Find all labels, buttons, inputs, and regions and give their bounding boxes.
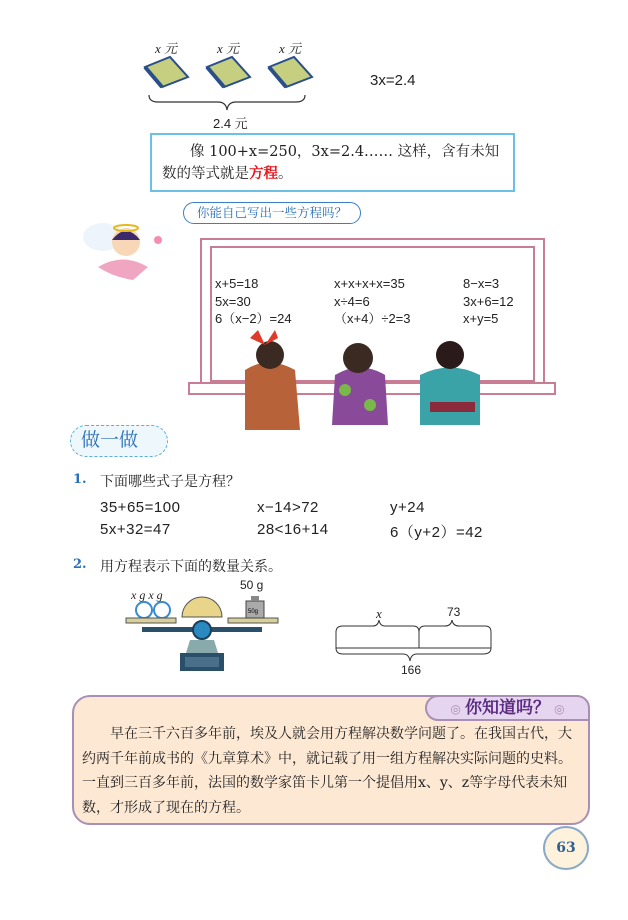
unknown-weight-icon [154,602,170,618]
book-price-label: x 元 [155,41,178,56]
book-price-label: x 元 [217,41,240,56]
girl-pigtails [332,343,388,425]
scale-right-label: 50 g [240,578,264,592]
board-column-3 [463,275,514,328]
definition-term: 方程 [249,165,278,182]
brace [148,94,308,112]
girl-bow [245,330,300,430]
did-you-know-title-text: 你知道吗？ [465,698,550,718]
segment-part-73: 73 [447,605,461,619]
board-equation: 6（x−2）=24 [215,311,292,326]
expression: 28<16+14 [257,521,329,538]
board-equation: x÷4=6 [334,293,370,309]
weight-label: 50g [248,609,259,615]
segment-diagram [333,620,498,662]
board-equation: （x+4）÷2=3 [334,311,411,326]
unknown-weight-icon [136,602,152,618]
board-column-1 [215,275,292,328]
section-badge-do-it: 做一做 [70,425,168,457]
board-equation: 5x=30 [215,293,251,309]
question-text: 用方程表示下面的数量关系。 [100,559,282,575]
did-you-know-text: 早在三千六百多年前，埃及人就会用方程解决数学问题了。在我国古代，大约两千年前成书的《九章算术》中，就记载了用一组方程解决实际问题的史料。一直到三百多年前，法国的数学家笛卡儿第一个提倡用x、y、z等字母代表未知数，才形成了现在的方程。 [82,726,572,816]
definition-suffix: 。 [278,166,293,182]
expression: 6（y+2）=42 [390,524,483,541]
books-illustration [140,55,320,90]
speech-bubble: 你能自己写出一些方程吗？ [183,202,361,224]
did-you-know-title [425,695,590,721]
board-equation: 3x+6=12 [463,293,514,309]
segment-total: 166 [401,663,422,677]
book-icon [269,57,312,87]
book-price-label: x 元 [279,41,302,56]
book-icon [207,57,250,87]
equation-3x: 3x=2.4 [370,72,416,89]
total-price-label: 2.4 元 [213,116,248,131]
board-equation: x+y=5 [463,311,499,326]
board-equation: 8−x=3 [463,276,500,291]
balance-scale-illustration [122,595,287,680]
scale-left-label: x g x g [131,588,163,602]
board-equation: x+5=18 [215,276,259,291]
question-number: 1. [73,472,87,487]
definition-text: 像 100+x=250，3x=2.4…… 这样，含有未知数的等式就是 [162,144,500,182]
segment-part-x: x [376,606,382,621]
page-number: 63 [543,826,589,870]
circle-icon: ◎ [550,702,565,716]
expression: y+24 [390,499,425,516]
board-column-2 [334,275,411,328]
children-illustration [240,330,510,435]
expression: 35+65=100 [100,499,181,516]
fairy-illustration [78,212,168,287]
boy [420,341,480,425]
question-number: 2. [73,557,87,572]
weight-50g-icon [246,596,264,618]
board-equation: x+x+x+x=35 [334,276,405,291]
definition-box [150,133,515,192]
expression: x−14>72 [257,499,319,516]
expression: 5x+32=47 [100,521,171,538]
question-text: 下面哪些式子是方程？ [100,474,240,490]
book-icon [145,57,188,87]
circle-icon: ◎ [450,702,465,716]
